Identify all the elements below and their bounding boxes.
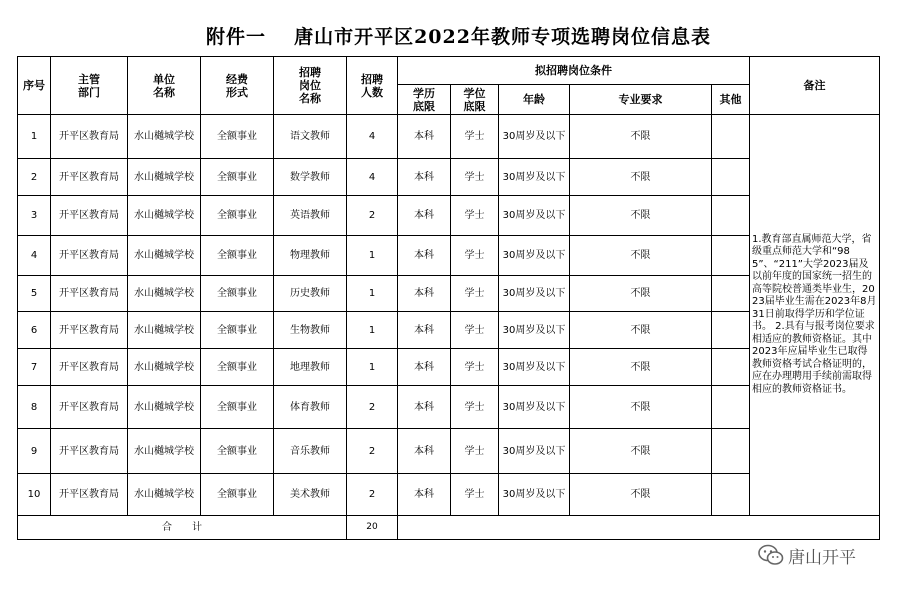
cell-seq: 7 [18,349,51,386]
header-count: 招聘 人数 [347,57,398,115]
cell-count: 4 [347,115,398,159]
cell-position: 音乐教师 [274,429,347,474]
cell-unit: 水山樾城学校 [128,196,201,236]
title-main: 唐山市开平区2022年教师专项选聘岗位信息表 [294,26,711,48]
cell-position: 数学教师 [274,159,347,196]
cell-education: 本科 [398,196,451,236]
cell-funding: 全额事业 [201,236,274,276]
cell-dept: 开平区教育局 [51,349,128,386]
cell-funding: 全额事业 [201,474,274,516]
cell-seq: 6 [18,312,51,349]
cell-education: 本科 [398,474,451,516]
cell-dept: 开平区教育局 [51,386,128,429]
cell-seq: 3 [18,196,51,236]
cell-unit: 水山樾城学校 [128,429,201,474]
cell-degree: 学士 [451,429,499,474]
header-education: 学历 底限 [398,85,451,115]
cell-position: 物理教师 [274,236,347,276]
cell-degree: 学士 [451,349,499,386]
cell-unit: 水山樾城学校 [128,276,201,312]
cell-major: 不限 [570,236,712,276]
cell-major: 不限 [570,349,712,386]
position-info-table [17,56,880,540]
cell-seq: 2 [18,159,51,196]
cell-major: 不限 [570,312,712,349]
cell-education: 本科 [398,312,451,349]
cell-education: 本科 [398,429,451,474]
cell-major: 不限 [570,115,712,159]
header-funding: 经费 形式 [201,57,274,115]
header-major: 专业要求 [570,85,712,115]
cell-age: 30周岁及以下 [499,386,570,429]
cell-education: 本科 [398,276,451,312]
cell-age: 30周岁及以下 [499,312,570,349]
cell-count: 2 [347,386,398,429]
cell-seq: 9 [18,429,51,474]
cell-age: 30周岁及以下 [499,276,570,312]
cell-degree: 学士 [451,115,499,159]
cell-education: 本科 [398,115,451,159]
table-row [18,115,880,159]
cell-unit: 水山樾城学校 [128,349,201,386]
cell-seq: 1 [18,115,51,159]
cell-education: 本科 [398,236,451,276]
cell-count: 1 [347,349,398,386]
cell-dept: 开平区教育局 [51,115,128,159]
cell-unit: 水山樾城学校 [128,159,201,196]
cell-dept: 开平区教育局 [51,196,128,236]
cell-education: 本科 [398,159,451,196]
header-row-1 [18,57,880,85]
remarks-cell: 1.教育部直属师范大学，省级重点师范大学和“985”、“211”大学2023届及以前年度的国家统一招生的高等院校普通类毕业生，2023届毕业生需在2023年8月31日前取得学历和学位证书。 2.具有与报考岗位要求相适应的教师资格证。其中2023年应届毕业生已取得教师资格考试合格证明的，应在办理聘用手续前需取得相应的教师资格证书。 [750,115,880,516]
cell-position: 美术教师 [274,474,347,516]
cell-dept: 开平区教育局 [51,276,128,312]
cell-unit: 水山樾城学校 [128,312,201,349]
total-label: 合 计 [18,516,347,540]
header-conditions: 拟招聘岗位条件 [398,57,750,85]
header-degree: 学位 底限 [451,85,499,115]
cell-seq: 10 [18,474,51,516]
cell-count: 2 [347,474,398,516]
cell-degree: 学士 [451,474,499,516]
cell-age: 30周岁及以下 [499,429,570,474]
total-count: 20 [347,516,398,540]
cell-age: 30周岁及以下 [499,236,570,276]
cell-funding: 全额事业 [201,386,274,429]
cell-dept: 开平区教育局 [51,474,128,516]
header-other: 其他 [712,85,750,115]
cell-major: 不限 [570,429,712,474]
wechat-watermark [758,542,856,568]
cell-count: 1 [347,312,398,349]
cell-funding: 全额事业 [201,429,274,474]
cell-major: 不限 [570,159,712,196]
header-position: 招聘 岗位 名称 [274,57,347,115]
cell-age: 30周岁及以下 [499,196,570,236]
cell-position: 体育教师 [274,386,347,429]
cell-position: 地理教师 [274,349,347,386]
cell-count: 1 [347,276,398,312]
cell-major: 不限 [570,386,712,429]
cell-position: 历史教师 [274,276,347,312]
cell-count: 4 [347,159,398,196]
header-remarks: 备注 [750,57,880,115]
cell-education: 本科 [398,386,451,429]
cell-unit: 水山樾城学校 [128,474,201,516]
cell-count: 2 [347,196,398,236]
title-prefix: 附件一 [206,26,267,48]
cell-major: 不限 [570,276,712,312]
cell-other [712,312,750,349]
cell-other [712,349,750,386]
header-age: 年龄 [499,85,570,115]
cell-unit: 水山樾城学校 [128,386,201,429]
header-unit: 单位 名称 [128,57,201,115]
cell-other [712,429,750,474]
cell-other [712,236,750,276]
cell-position: 生物教师 [274,312,347,349]
total-empty [398,516,880,540]
cell-other [712,386,750,429]
cell-age: 30周岁及以下 [499,474,570,516]
cell-unit: 水山樾城学校 [128,236,201,276]
cell-degree: 学士 [451,196,499,236]
cell-funding: 全额事业 [201,349,274,386]
cell-age: 30周岁及以下 [499,159,570,196]
cell-seq: 8 [18,386,51,429]
cell-age: 30周岁及以下 [499,115,570,159]
cell-count: 2 [347,429,398,474]
cell-funding: 全额事业 [201,159,274,196]
cell-seq: 4 [18,236,51,276]
cell-unit: 水山樾城学校 [128,115,201,159]
cell-position: 英语教师 [274,196,347,236]
cell-funding: 全额事业 [201,312,274,349]
cell-other [712,196,750,236]
cell-other [712,276,750,312]
cell-dept: 开平区教育局 [51,236,128,276]
watermark-text: 唐山开平 [788,547,856,568]
cell-dept: 开平区教育局 [51,159,128,196]
cell-major: 不限 [570,196,712,236]
cell-degree: 学士 [451,276,499,312]
cell-degree: 学士 [451,159,499,196]
cell-other [712,474,750,516]
cell-dept: 开平区教育局 [51,312,128,349]
wechat-icon [758,544,784,566]
cell-age: 30周岁及以下 [499,349,570,386]
cell-other [712,159,750,196]
cell-dept: 开平区教育局 [51,429,128,474]
cell-funding: 全额事业 [201,196,274,236]
cell-funding: 全额事业 [201,276,274,312]
cell-other [712,115,750,159]
cell-major: 不限 [570,474,712,516]
cell-funding: 全额事业 [201,115,274,159]
cell-degree: 学士 [451,386,499,429]
document-title [0,22,917,49]
cell-degree: 学士 [451,312,499,349]
cell-degree: 学士 [451,236,499,276]
cell-count: 1 [347,236,398,276]
cell-position: 语文教师 [274,115,347,159]
total-row [18,516,880,540]
cell-education: 本科 [398,349,451,386]
cell-seq: 5 [18,276,51,312]
header-seq: 序号 [18,57,51,115]
header-dept: 主管 部门 [51,57,128,115]
